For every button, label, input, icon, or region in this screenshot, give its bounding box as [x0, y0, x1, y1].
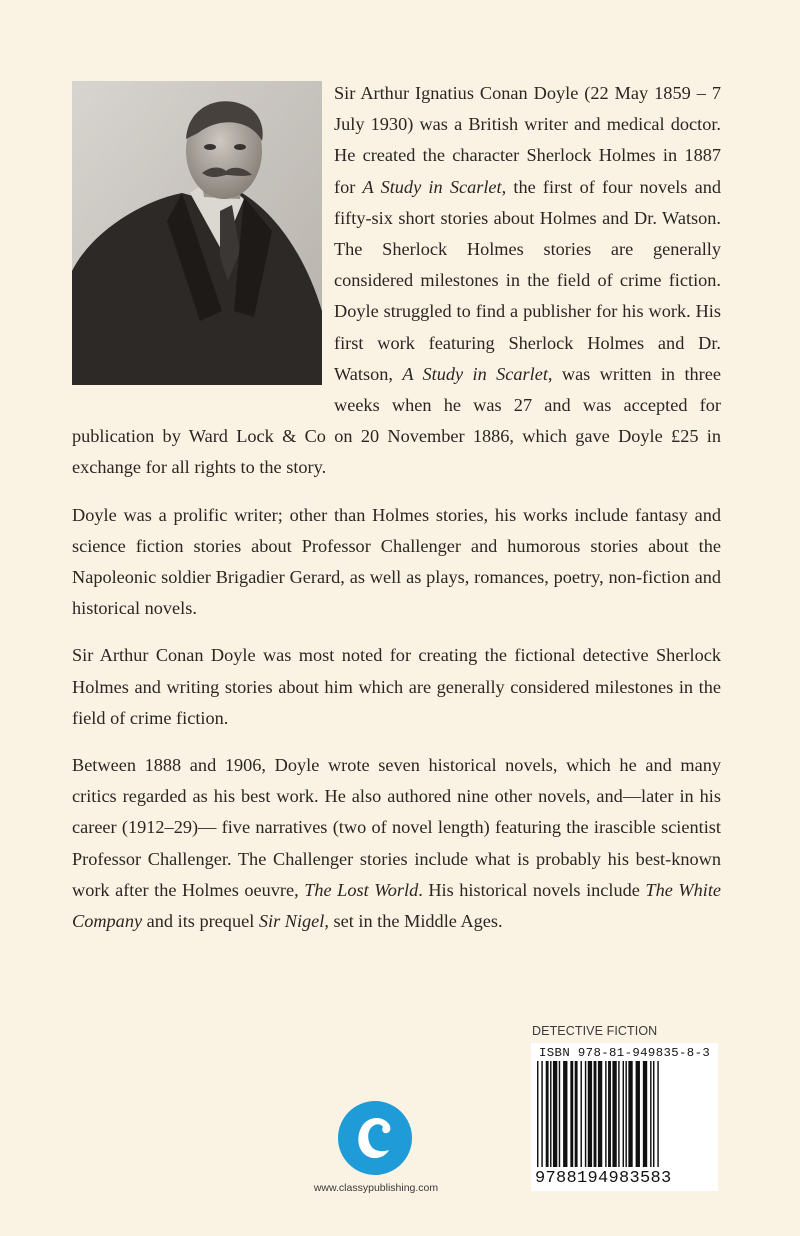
barcode-bar [585, 1061, 586, 1167]
bio-paragraph-4 [72, 750, 721, 937]
barcode-bar [636, 1061, 640, 1167]
barcode-bar [550, 1061, 551, 1167]
bio-p4-text-c: . His historical novels include [418, 879, 646, 900]
bio-p4-text-e: and its prequel [142, 911, 259, 932]
bio-p1-text-e: , was written in three weeks when he was 27 and was accepted for publication by Ward Lock & Co on 20 November 1886, which gave Doyle £25 in exchange for all rights to the story. [72, 363, 721, 478]
author-biography [72, 78, 721, 953]
barcode-bar [618, 1061, 619, 1167]
title-sir-nigel: Sir Nigel [258, 911, 325, 932]
barcode-bar [623, 1061, 624, 1167]
title-lost-world: The Lost World [304, 879, 419, 900]
barcode-bar [657, 1061, 658, 1167]
publisher-logo-icon [337, 1100, 413, 1176]
barcode-bars [535, 1061, 715, 1167]
barcode-bar [575, 1061, 578, 1167]
barcode-bar [650, 1061, 651, 1167]
title-study-in-scarlet: A Study in Scarlet [362, 176, 502, 197]
ean-digits: 9788194983583 [535, 1169, 672, 1188]
bio-p1-text-c: , the first of four novels and fifty-six short stories about Holmes and Dr. Watson. The Sherlock Holmes stories are generally considered milestones in the field of crime fiction. Doyle struggled to find a publisher for his work. His first work featuring Sherlock Holmes and Dr. Watson, [334, 176, 721, 384]
bio-paragraph-3: Sir Arthur Conan Doyle was most noted for creating the fictional detective Sherlock Holmes and writing stories about him which are generally considered milestones in the field of crime fiction. [72, 645, 721, 728]
barcode-bar [608, 1061, 611, 1167]
bio-p4-text-g: , set in the Middle Ages. [324, 911, 503, 932]
barcode-bar [643, 1061, 647, 1167]
barcode-bar [559, 1061, 560, 1167]
title-study-in-scarlet-2: A Study in Scarlet [402, 363, 548, 384]
barcode-bar [553, 1061, 557, 1167]
barcode-bar [570, 1061, 573, 1167]
barcode-bar [546, 1061, 549, 1167]
bio-paragraph-2: Doyle was a prolific writer; other than Holmes stories, his works include fantasy and science fiction stories about Professor Challenger and humorous stories about the Napoleonic soldier Brigadier Gerard, as well as plays, romances, poetry, non-fiction and historical novels. [72, 504, 721, 619]
barcode-bar [588, 1061, 592, 1167]
barcode-bar [653, 1061, 654, 1167]
isbn-barcode [531, 1043, 718, 1191]
barcode-bar [537, 1061, 538, 1167]
isbn-number: ISBN 978-81-949835-8-3 [539, 1046, 711, 1060]
barcode-bar [605, 1061, 606, 1167]
bio-p1-text-a: Sir Arthur Ignatius Conan Doyle (22 May 1859 – 7 July 1930) was a British writer and medical doctor. He created the character Sherlock Holmes in 1887 for [334, 83, 721, 197]
barcode-bar [541, 1061, 542, 1167]
title-white-company: The White Company [72, 879, 722, 932]
barcode-bar [628, 1061, 632, 1167]
barcode-bar [598, 1061, 602, 1167]
genre-label: DETECTIVE FICTION [532, 1024, 658, 1038]
barcode-bar [581, 1061, 582, 1167]
barcode-bar [563, 1061, 567, 1167]
barcode-bar [612, 1061, 616, 1167]
portrait-spacer [72, 78, 334, 392]
barcode-bar [594, 1061, 597, 1167]
barcode-bar [625, 1061, 626, 1167]
publisher-url: www.classypublishing.com [313, 1182, 439, 1194]
bio-p4-text-a: Between 1888 and 1906, Doyle wrote seven historical novels, which he and many critics regarded as his best work. He also authored nine other novels, and—later in his career (1912–29)— five narratives (two of novel length) featuring the irascible scientist Professor Challenger. The Challenger stories include what is probably his best-known work after the Holmes oeuvre, [72, 755, 721, 900]
